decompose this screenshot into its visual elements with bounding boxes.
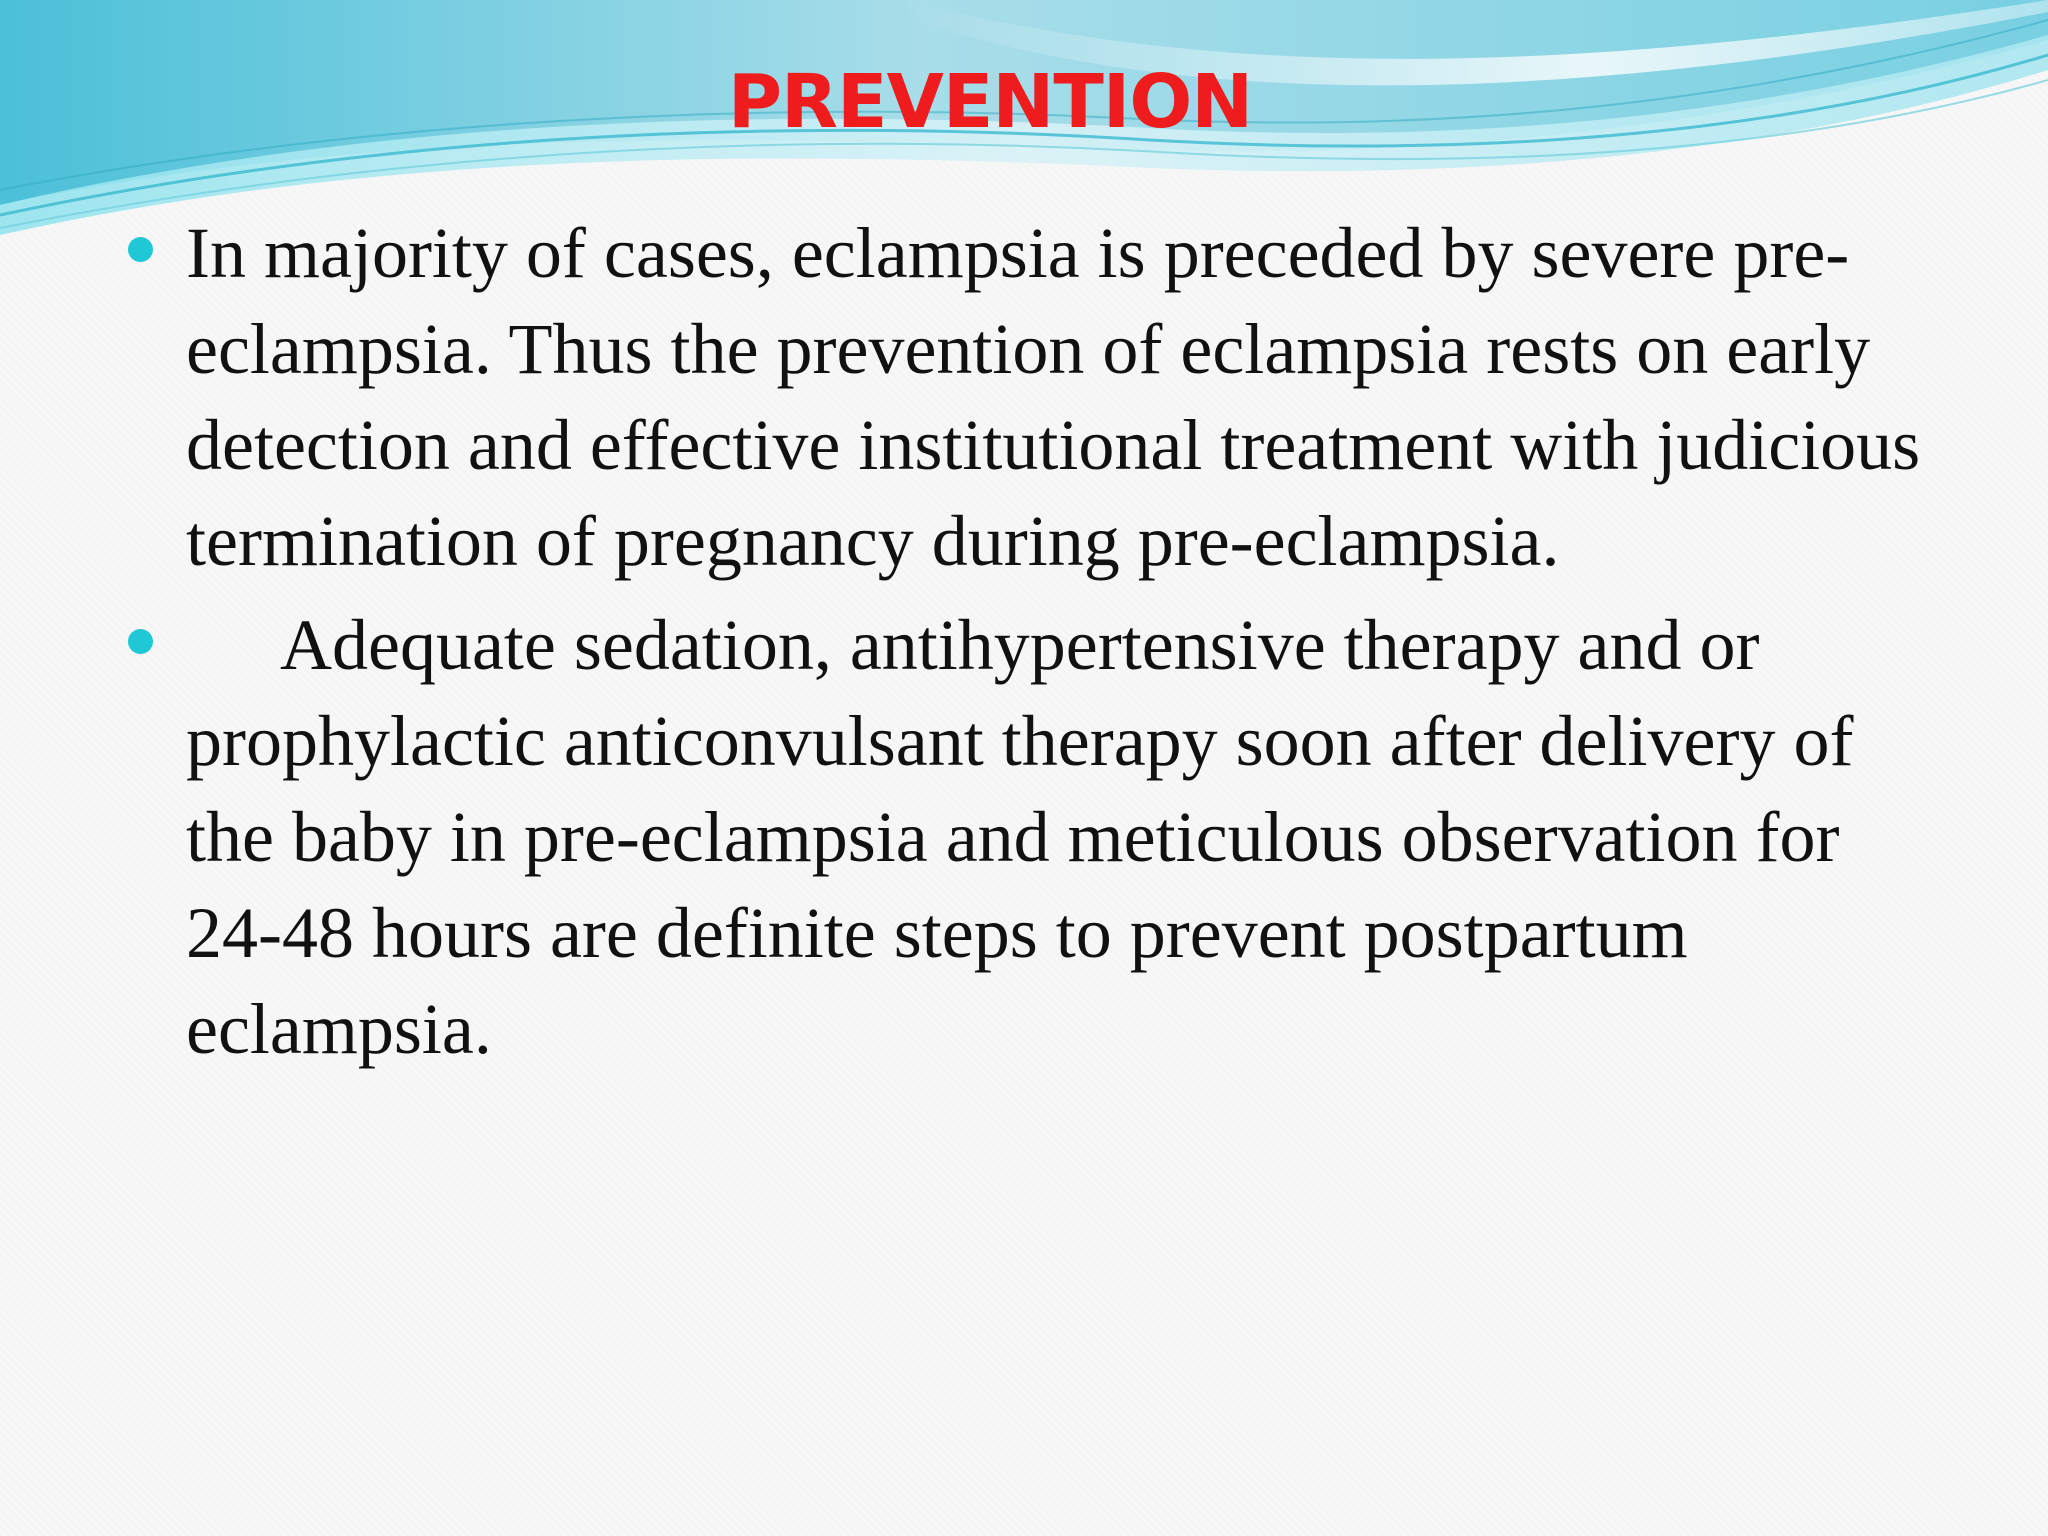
list-item xyxy=(128,205,1928,589)
bullet-dot-icon xyxy=(128,237,153,262)
bullet-text: Adequate sedation, antihypertensive therapy and or prophylactic anticonvulsant therapy soon after delivery of the baby in pre-eclampsia and meticulous observation for 24-48 hours are definite steps to prevent postpartum eclampsia. xyxy=(186,605,1854,1069)
bullet-dot-icon xyxy=(128,629,153,654)
slide-title: PREVENTION xyxy=(727,59,1253,145)
bullet-list xyxy=(128,205,1928,1077)
bullet-text: In majority of cases, eclampsia is preceded by severe pre-eclampsia. Thus the prevention of eclampsia rests on early detection and effective institutional treatment with judicious termination of pregnancy during pre-eclampsia. xyxy=(186,213,1921,581)
list-item xyxy=(128,597,1928,1077)
